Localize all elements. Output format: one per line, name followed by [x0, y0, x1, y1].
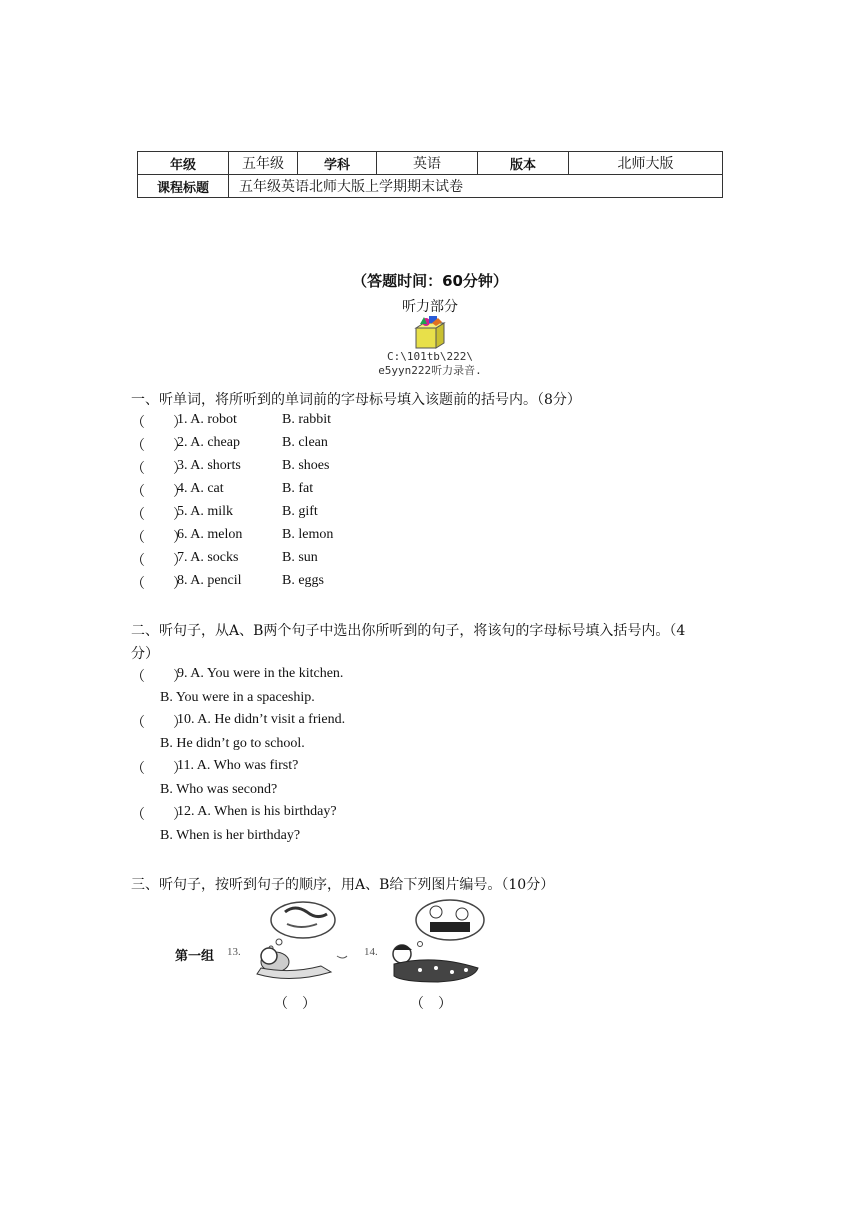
section3-instruction: 三、听句子，按听到句子的顺序，用A、B给下列图片编号。（10分）: [131, 877, 555, 893]
option-b: B. rabbit: [282, 412, 331, 427]
option-a: 4. A. cat: [177, 481, 224, 496]
audio-path-line1: C:\101tb\222\: [386, 350, 474, 363]
course-title-value: 五年级英语北师大版上学期期末试卷: [229, 175, 723, 198]
option-b: B. clean: [282, 435, 328, 450]
option-a: 3. A. shorts: [177, 458, 241, 473]
option-b: B. eggs: [282, 573, 324, 588]
answer-blank[interactable]: （ ）: [131, 670, 187, 685]
exam-time: （答题时间：60分钟）: [352, 272, 508, 290]
section2-instruction: 二、听句子，从A、B两个句子中选出你所听到的句子，将该句的字母标号填入括号内。（4: [131, 623, 686, 639]
option-a: 12. A. When is his birthday?: [177, 804, 337, 819]
option-b: B. gift: [282, 504, 318, 519]
answer-blank[interactable]: （ ）: [131, 762, 187, 777]
picture-14-bed-image: [380, 898, 490, 984]
grade-label: 年级: [138, 152, 229, 175]
subject-label: 学科: [298, 152, 377, 175]
answer-blank[interactable]: （ ）: [131, 485, 187, 500]
option-a: 8. A. pencil: [177, 573, 242, 588]
option-a: 11. A. Who was first?: [177, 758, 299, 773]
option-b: B. When is her birthday?: [160, 828, 301, 843]
course-title-label: 课程标题: [138, 175, 229, 198]
edition-value: 北师大版: [569, 152, 723, 175]
option-a: 7. A. socks: [177, 550, 239, 565]
answer-blank[interactable]: （ ）: [131, 531, 187, 546]
edition-label: 版本: [478, 152, 569, 175]
option-b: B. You were in a spaceship.: [160, 690, 315, 705]
course-info-table: [137, 151, 723, 198]
answer-blank[interactable]: （ ）: [131, 808, 187, 823]
answer-blank[interactable]: （ ）: [131, 416, 187, 431]
picture-number-14: 14.: [364, 946, 378, 958]
picture-13-dream-image: [245, 898, 355, 984]
group-label: 第一组: [175, 949, 215, 964]
grade-value: 五年级: [229, 152, 298, 175]
answer-blank[interactable]: （ ）: [131, 462, 187, 477]
section1-instruction: 一、听单词，将所听到的单词前的字母标号填入该题前的括号内。（8分）: [131, 392, 581, 408]
option-b: B. fat: [282, 481, 314, 496]
subject-value: 英语: [377, 152, 478, 175]
answer-blank[interactable]: （ ）: [131, 554, 187, 569]
option-a: 5. A. milk: [177, 504, 234, 519]
option-b: B. lemon: [282, 527, 334, 542]
option-a: 9. A. You were in the kitchen.: [177, 666, 344, 681]
answer-blank-14[interactable]: （ ）: [410, 997, 452, 1012]
audio-path-line2[interactable]: e5yyn222听力录音.: [378, 364, 482, 377]
option-b: B. Who was second?: [160, 782, 278, 797]
option-a: 6. A. melon: [177, 527, 243, 542]
answer-blank[interactable]: （ ）: [131, 439, 187, 454]
answer-blank[interactable]: （ ）: [131, 716, 187, 731]
answer-blank-13[interactable]: （ ）: [274, 997, 316, 1012]
answer-blank[interactable]: （ ）: [131, 508, 187, 523]
audio-package-icon[interactable]: [412, 314, 448, 350]
option-b: B. He didn’t go to school.: [160, 736, 305, 751]
listening-heading: 听力部分: [402, 299, 458, 315]
picture-number-13: 13.: [227, 946, 241, 958]
option-b: B. shoes: [282, 458, 330, 473]
option-a: 1. A. robot: [177, 412, 237, 427]
option-b: B. sun: [282, 550, 318, 565]
section2-instruction-cont: 分）: [131, 646, 159, 662]
answer-blank[interactable]: （ ）: [131, 577, 187, 592]
option-a: 2. A. cheap: [177, 435, 240, 450]
option-a: 10. A. He didn’t visit a friend.: [177, 712, 346, 727]
